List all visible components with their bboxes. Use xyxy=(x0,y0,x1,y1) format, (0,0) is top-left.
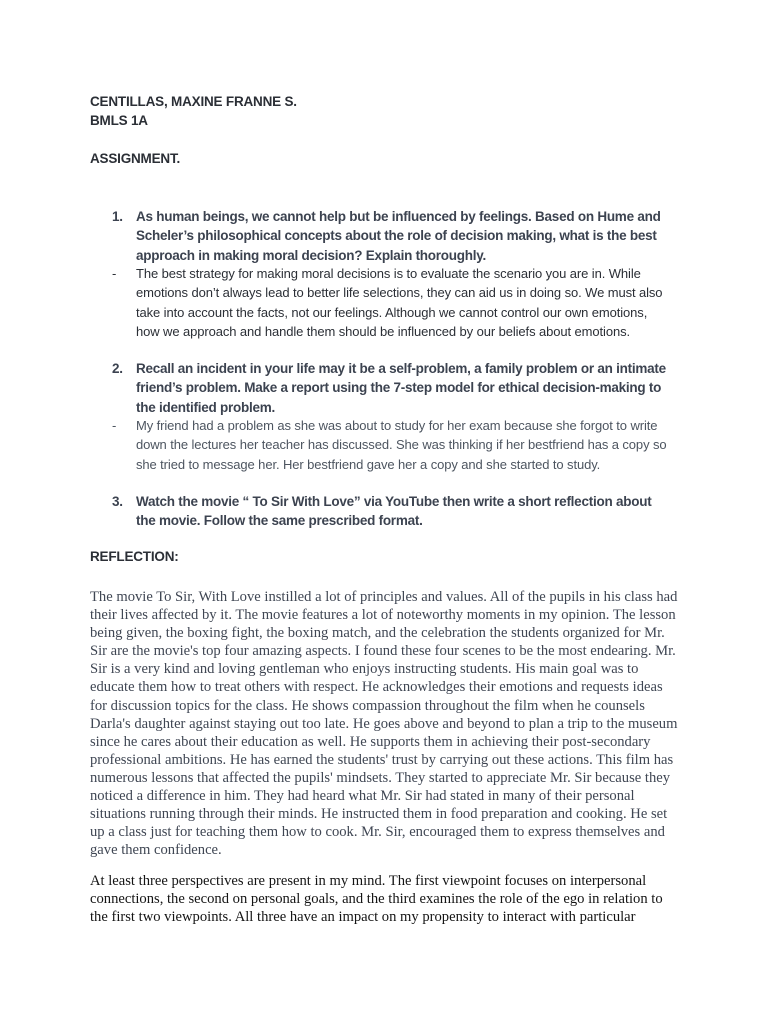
answer-text: The best strategy for making moral decisions is to evaluate the scenario you are in. While emotions don’t always lead to better life selections, they can aid us in doing so. We must also take into account the facts, not our feelings. Although we cannot control our own emotions, how we approach and handle them should be influenced by our beliefs about emotions. xyxy=(136,266,663,339)
student-section: BMLS 1A xyxy=(90,113,148,128)
answer-1 xyxy=(112,264,672,341)
question-number: 2. xyxy=(112,361,123,376)
answer-marker: - xyxy=(112,266,117,281)
question-1 xyxy=(112,207,672,265)
question-text: Watch the movie “ To Sir With Love” via YouTube then write a short reflection about the movie. Follow the same prescribed format. xyxy=(136,494,652,529)
assignment-heading: ASSIGNMENT. xyxy=(90,151,181,166)
question-text: As human beings, we cannot help but be influenced by feelings. Based on Hume and Scheler’s philosophical concepts about the role of decision making, what is the best approach in making moral decision? Explain thoroughly. xyxy=(136,209,661,263)
question-2 xyxy=(112,359,672,417)
answer-text: My friend had a problem as she was about to study for her exam because she forgot to write down the lectures her teacher has discussed. She was thinking if her bestfriend has a copy so she tried to message her. Her bestfriend gave her a copy and she started to study. xyxy=(136,418,667,472)
student-name: CENTILLAS, MAXINE FRANNE S. xyxy=(90,94,297,109)
reflection-heading: REFLECTION: xyxy=(90,549,179,564)
question-number: 3. xyxy=(112,494,123,509)
question-text: Recall an incident in your life may it be a self-problem, a family problem or an intimate friend’s problem. Make a report using the 7-step model for ethical decision-making to the identified problem. xyxy=(136,361,666,415)
question-number: 1. xyxy=(112,209,123,224)
reflection-paragraph-2: At least three perspectives are present in my mind. The first viewpoint focuses on interpersonal connections, the second on personal goals, and the third examines the role of the ego in relation to the first two viewpoints. All three have an impact on my propensity to interact with particular xyxy=(90,873,663,926)
answer-marker: - xyxy=(112,418,117,433)
answer-2 xyxy=(112,416,672,474)
reflection-paragraph-1: The movie To Sir, With Love instilled a lot of principles and values. All of the pupils in his class had their lives affected by it. The movie features a lot of noteworthy moments in my opinion. The lesson being given, the boxing fight, the boxing match, and the celebration the students organized for Mr. Sir are the movie's top four amazing aspects. I found these four scenes to be the most endearing. Mr. Sir is a very kind and loving gentleman who enjoys instructing students. His main goal was to educate them how to treat others with respect. He acknowledges their emotions and requests ideas for discussion topics for the class. He shows compassion throughout the film when he counsels Darla's daughter against staying out too late. He goes above and beyond to plan a trip to the museum since he cares about their education as well. He supports them in achieving their post-secondary professional ambitions. He has earned the students' trust by carrying out these actions. This film has numerous lessons that affected the pupils' mindsets. They started to appreciate Mr. Sir because they noticed a difference in him. They had heard what Mr. Sir had stated in many of their personal situations running through their minds. He instructed them in food preparation and cooking. He set up a class just for teaching them how to cook. Mr. Sir, encouraged them to express themselves and gave them confidence. xyxy=(90,589,678,859)
question-3 xyxy=(112,492,672,531)
